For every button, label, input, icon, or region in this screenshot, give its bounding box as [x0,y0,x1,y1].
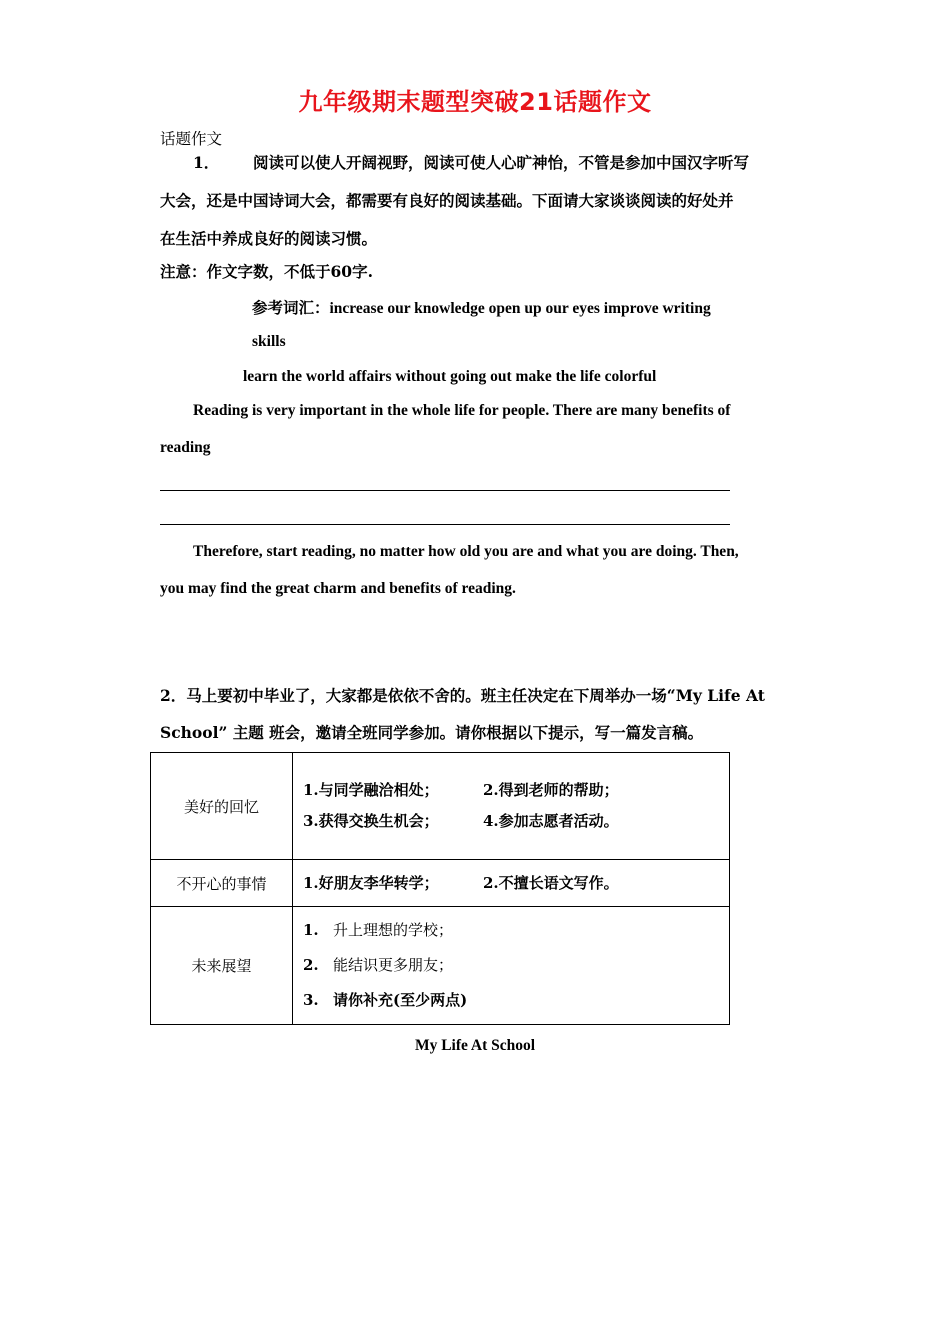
q1-vocab-line3: learn the world affairs without going out make the life colorful [243,368,657,385]
row-content-memories [293,753,730,860]
future-item-1: 1. 升上理想的学校； [303,921,454,939]
row-content-future [293,907,730,1025]
q1-note: 注意：作文字数，不低于60字. [160,262,373,281]
page-title: 九年级期末题型突破21话题作文 [298,88,652,116]
row-content-unhappy [293,860,730,907]
q2-line2: School” 主题 班会，邀请全班同学参加。请你根据以下提示，写一篇发言稿。 [160,723,704,742]
q1-closing-line1: Therefore, start reading, no matter how old you are and what you are doing. Then, [193,543,739,560]
q1-text-line3: 在生活中养成良好的阅读习惯。 [160,229,378,248]
q1-vocab-line2: skills [252,333,286,350]
row-label-unhappy: 不开心的事情 [151,860,293,907]
q1-text-line2: 大会，还是中国诗词大会，都需要有良好的阅读基础。下面请大家谈谈阅读的好处并 [160,191,734,210]
answer-line-1 [160,490,730,491]
row-label-future: 未来展望 [151,907,293,1025]
q1-opening-line1: Reading is very important in the whole life for people. There are many benefits of [193,402,731,419]
memory-item-1: 1.与同学融洽相处； [303,781,439,799]
memory-item-4: 4.参加志愿者活动。 [483,812,619,830]
section-label: 话题作文 [160,130,223,148]
answer-line-2 [160,524,730,525]
row-label-memories: 美好的回忆 [151,753,293,860]
unhappy-item-1: 1.好朋友李华转学； [303,873,439,892]
table-row [151,753,730,860]
q2-line1: 2．马上要初中毕业了，大家都是依依不舍的。班主任决定在下周举办一场“My Life At [160,686,765,705]
memory-item-2: 2.得到老师的帮助； [483,781,619,799]
table-row [151,860,730,907]
outline-table [150,752,730,1025]
memory-item-3: 3.获得交换生机会； [303,812,439,830]
q1-vocab-line1: 参考词汇：increase our knowledge open up our eyes improve writing [252,300,711,317]
future-item-3: 3. 请你补充(至少两点) [303,991,468,1009]
q1-opening-line2: reading [160,439,211,456]
future-item-2: 2. 能结识更多朋友； [303,956,454,974]
q1-closing-line2: you may find the great charm and benefits of reading. [160,580,516,597]
essay-title: My Life At School [414,1037,536,1054]
unhappy-item-2: 2.不擅长语文写作。 [483,873,619,892]
q1-number: 1． [193,153,220,172]
q1-text-line1: 阅读可以使人开阔视野，阅读可使人心旷神怡，不管是参加中国汉字听写 [253,153,750,172]
table-row [151,907,730,1025]
